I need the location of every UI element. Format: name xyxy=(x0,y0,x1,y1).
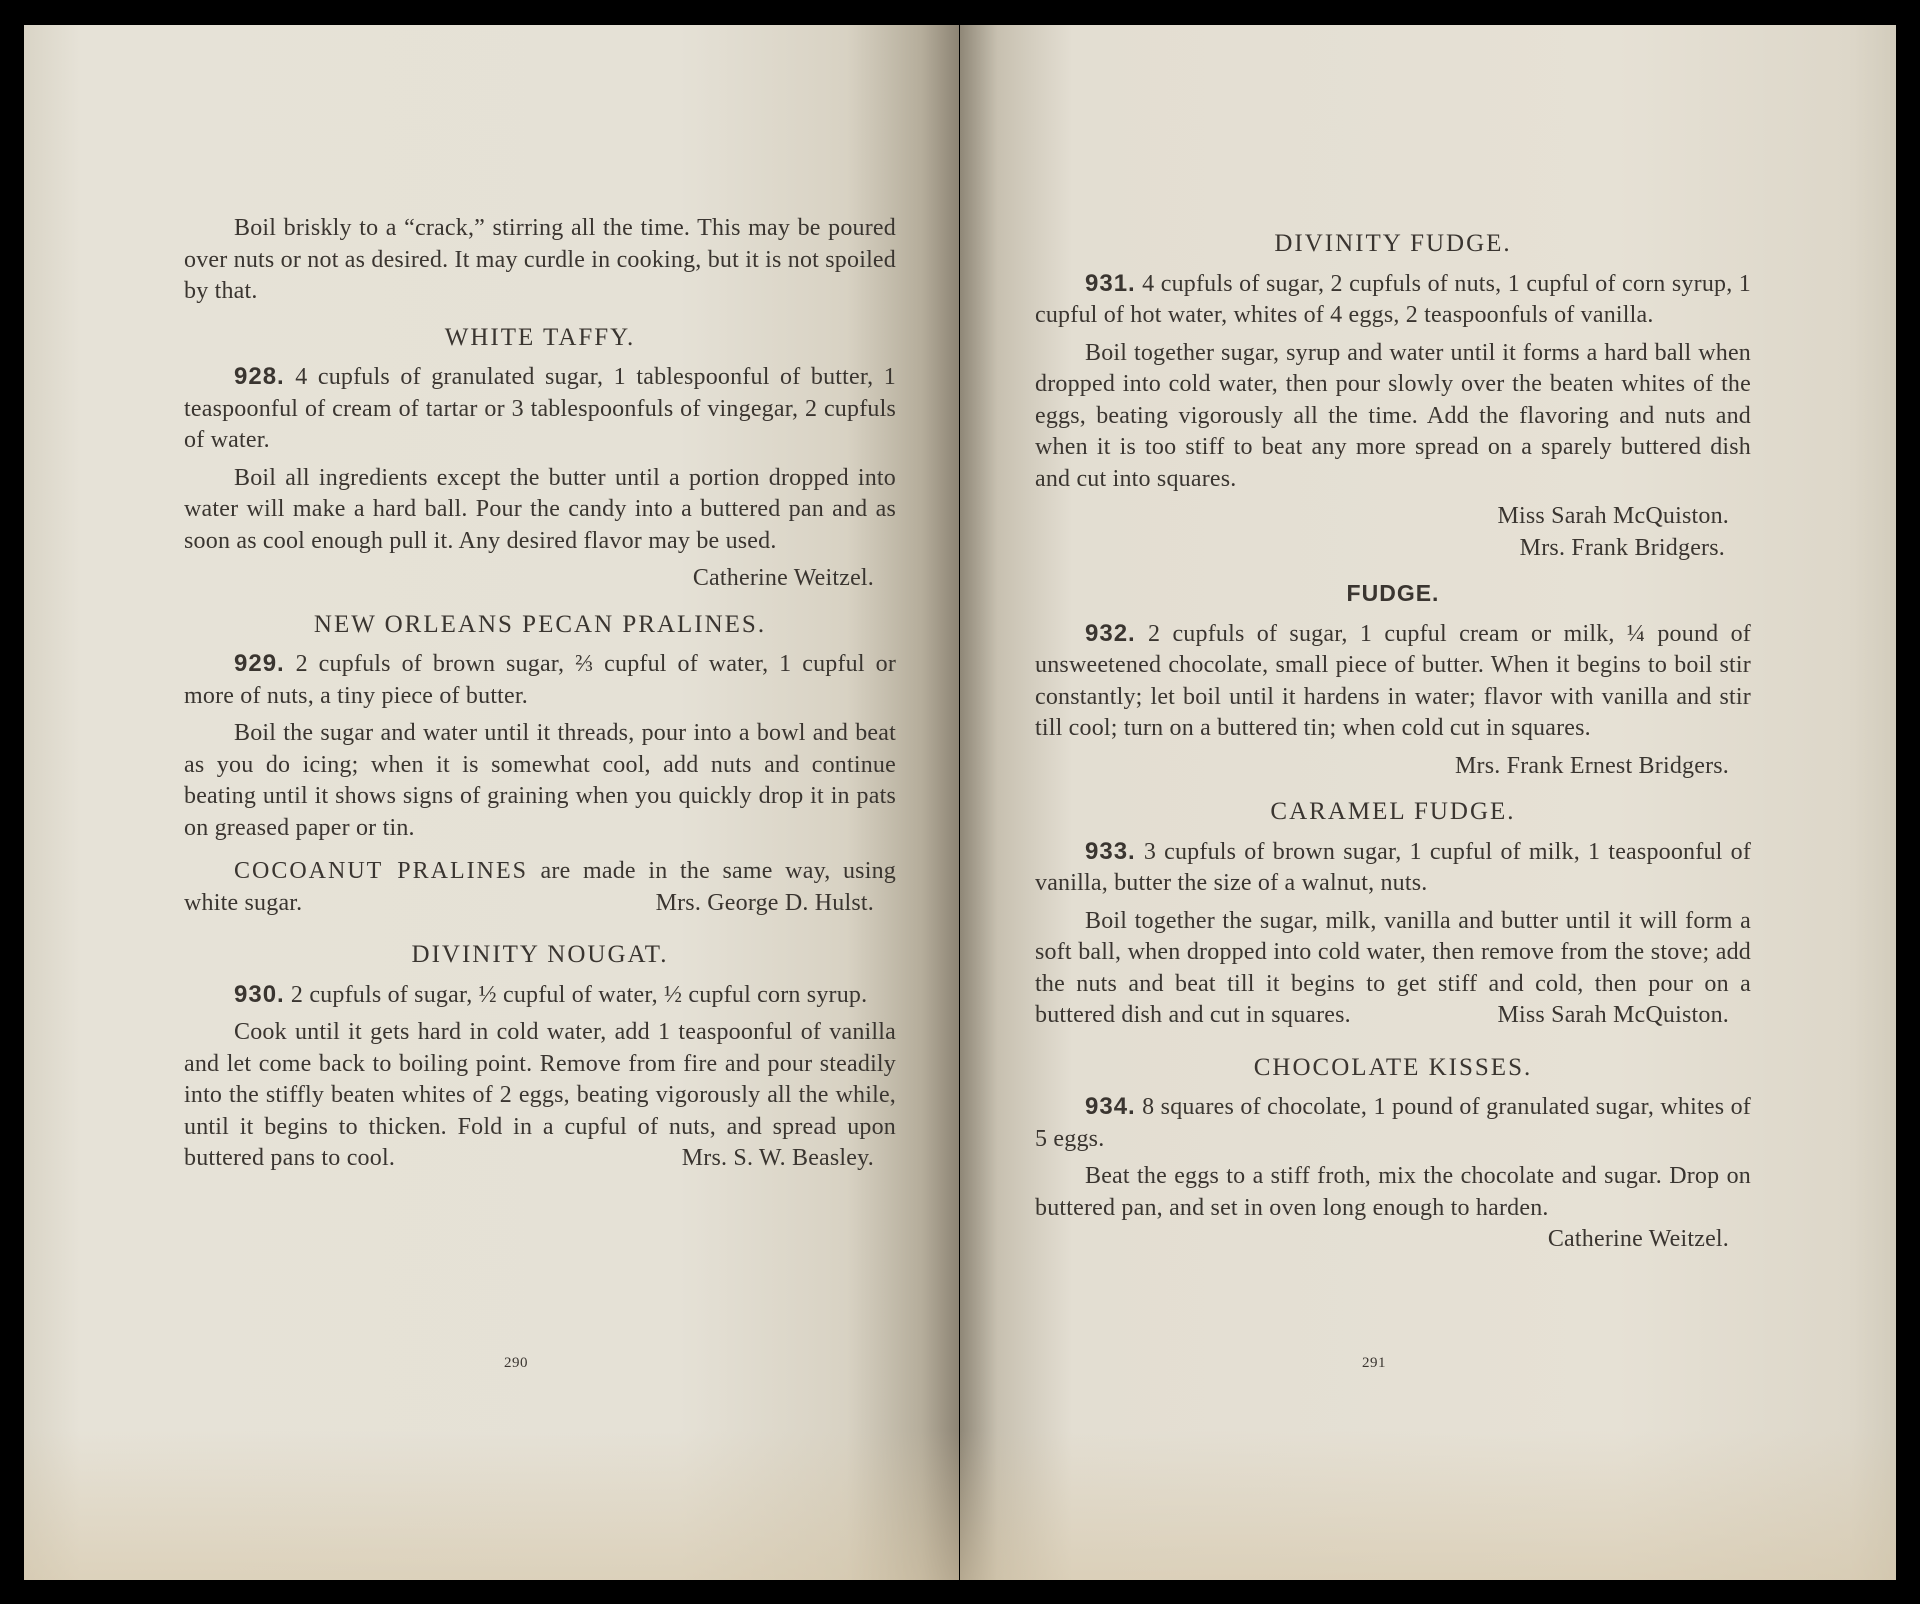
recipe-body: 2 cupfuls of sugar, 1 cupful cream or milk, ¼ pound of unsweetened chocolate, small piece of butter. When it begins to boil stir constantly; let boil until it hardens in water; flavor with vanilla and stir till cool; turn on a buttered tin; when cold cut in squares. xyxy=(1035,620,1752,741)
page-stain xyxy=(960,1430,1896,1580)
recipe-title: DIVINITY FUDGE. xyxy=(1274,230,1512,257)
recipe-title: FUDGE. xyxy=(1346,580,1440,606)
recipe-method: Boil together sugar, syrup and water until it forms a hard ball when dropped into cold water, then pour slowly over the beaten whites of the eggs, beating vigorously all the time. Add the flavoring and nuts and when it is too stiff to beat any more spread on a sparely buttered dish and cut into squares. xyxy=(1035,339,1751,492)
cocoanut-paragraph xyxy=(184,856,896,919)
recipe-number: 929. xyxy=(234,650,285,677)
recipe-title: NEW ORLEANS PECAN PRALINES. xyxy=(313,610,767,638)
page-number: 291 xyxy=(1362,1355,1386,1371)
recipe-method: Boil all ingredients except the butter until a portion dropped into water will make a hard ball. Pour the candy into a buttered pan and as soon as cool enough pull it. Any desired flavor may be used. xyxy=(184,464,896,554)
ingredients-text: 4 cupfuls of granulated sugar, 1 tablespoonful of butter, 1 teaspoonful of cream of tartar or 3 tablespoonfuls of vingegar, 2 cupfuls of water. xyxy=(184,364,896,453)
recipe-method: Boil the sugar and water until it threads, pour into a bowl and beat as you do icing; when it is somewhat cool, add nuts and continue beating until it shows signs of graining when you quickly drop it in pats on greased paper or tin. xyxy=(184,720,896,841)
cocoanut-text: are made in the same way, using white sugar. xyxy=(184,858,896,916)
ingredients-text: 8 squares of chocolate, 1 pound of granulated sugar, whites of 5 eggs. xyxy=(1035,1094,1751,1152)
method-text: Boil together the sugar, milk, vanilla and butter until it will form a soft ball, when dropped into cold water, then remove from the stove; add the nuts and beat till it begins to get stiff and cold, then pour on a buttered dish and cut in squares. xyxy=(1035,907,1751,1028)
recipe-title: CARAMEL FUDGE. xyxy=(1270,798,1516,825)
recipe-signature: Catherine Weitzel. xyxy=(1547,1226,1729,1252)
recipe-method xyxy=(184,1017,896,1175)
recipe-number: 930. xyxy=(234,980,285,1008)
intro-paragraph: Boil briskly to a “crack,” stirring all the time. This may be poured over nuts or not as desired. It may curdle in cooking, but it is not spoiled by that. xyxy=(184,215,896,304)
recipe-number: 933. xyxy=(1085,837,1136,865)
recipe-ingredients xyxy=(1035,1091,1751,1155)
method-text: Cook until it gets hard in cold water, add 1 teaspoonful of vanilla and let come back to boiling point. Remove from fire and pour steadily into the stiffly beaten whites of 2 eggs, beating vigorously all the while, until it begins to thicken. Fold in a cupful of nuts, and spread upon buttered pans to cool. xyxy=(184,1019,896,1171)
ingredients-text: 2 cupfuls of brown sugar, ⅔ cupful of water, 1 cupful or more of nuts, a tiny piece of butter. xyxy=(184,651,897,709)
ingredients-text: 3 cupfuls of brown sugar, 1 cupful of milk, 1 teaspoonful of vanilla, butter the size of a walnut, nuts. xyxy=(1035,838,1752,896)
recipe-text xyxy=(1035,618,1751,745)
recipe-signature: Miss Sarah McQuiston. xyxy=(1497,503,1729,529)
recipe-ingredients xyxy=(184,979,896,1012)
recipe-signature: Mrs. Frank Ernest Bridgers. xyxy=(1454,752,1729,779)
signature-group xyxy=(1035,501,1751,564)
recipe-signature: Mrs. Frank Bridgers. xyxy=(1519,534,1725,561)
recipe-number: 932. xyxy=(1085,619,1136,647)
recipe-title: WHITE TAFFY. xyxy=(444,323,636,351)
recipe-signature: Mrs. S. W. Beasley. xyxy=(681,1145,874,1171)
recipe-number: 934. xyxy=(1085,1093,1136,1120)
right-page-content xyxy=(1035,228,1751,1256)
cocoanut-title: COCOANUT PRALINES xyxy=(234,858,528,884)
recipe-ingredients xyxy=(184,648,896,712)
recipe-ingredients xyxy=(184,361,896,457)
right-page xyxy=(960,25,1896,1580)
recipe-method xyxy=(1035,906,1751,1032)
recipe-number: 931. xyxy=(1085,269,1136,297)
ingredients-text: 4 cupfuls of sugar, 2 cupfuls of nuts, 1 cupful of corn syrup, 1 cupful of hot water, whites of 4 eggs, 2 teaspoonfuls of vanilla. xyxy=(1035,270,1752,328)
recipe-ingredients xyxy=(1035,836,1751,900)
recipe-title: DIVINITY NOUGAT. xyxy=(411,941,669,968)
ingredients-text: 2 cupfuls of sugar, ½ cupful of water, ½ cupful corn syrup. xyxy=(290,981,868,1008)
recipe-signature: Miss Sarah McQuiston. xyxy=(1497,1002,1729,1028)
recipe-method xyxy=(1035,1161,1751,1252)
left-page-content xyxy=(184,213,896,1181)
recipe-signature: Mrs. George D. Hulst. xyxy=(655,889,874,916)
page-stain xyxy=(24,1430,959,1580)
page-number: 290 xyxy=(504,1355,528,1371)
recipe-ingredients xyxy=(1035,268,1751,332)
method-text: Beat the eggs to a stiff froth, mix the chocolate and sugar. Drop on buttered pan, and set in oven long enough to harden. xyxy=(1035,1163,1751,1221)
recipe-signature: Catherine Weitzel. xyxy=(692,565,874,591)
recipe-title: CHOCOLATE KISSES. xyxy=(1253,1053,1533,1081)
left-page xyxy=(24,25,959,1580)
recipe-number: 928. xyxy=(234,363,285,390)
